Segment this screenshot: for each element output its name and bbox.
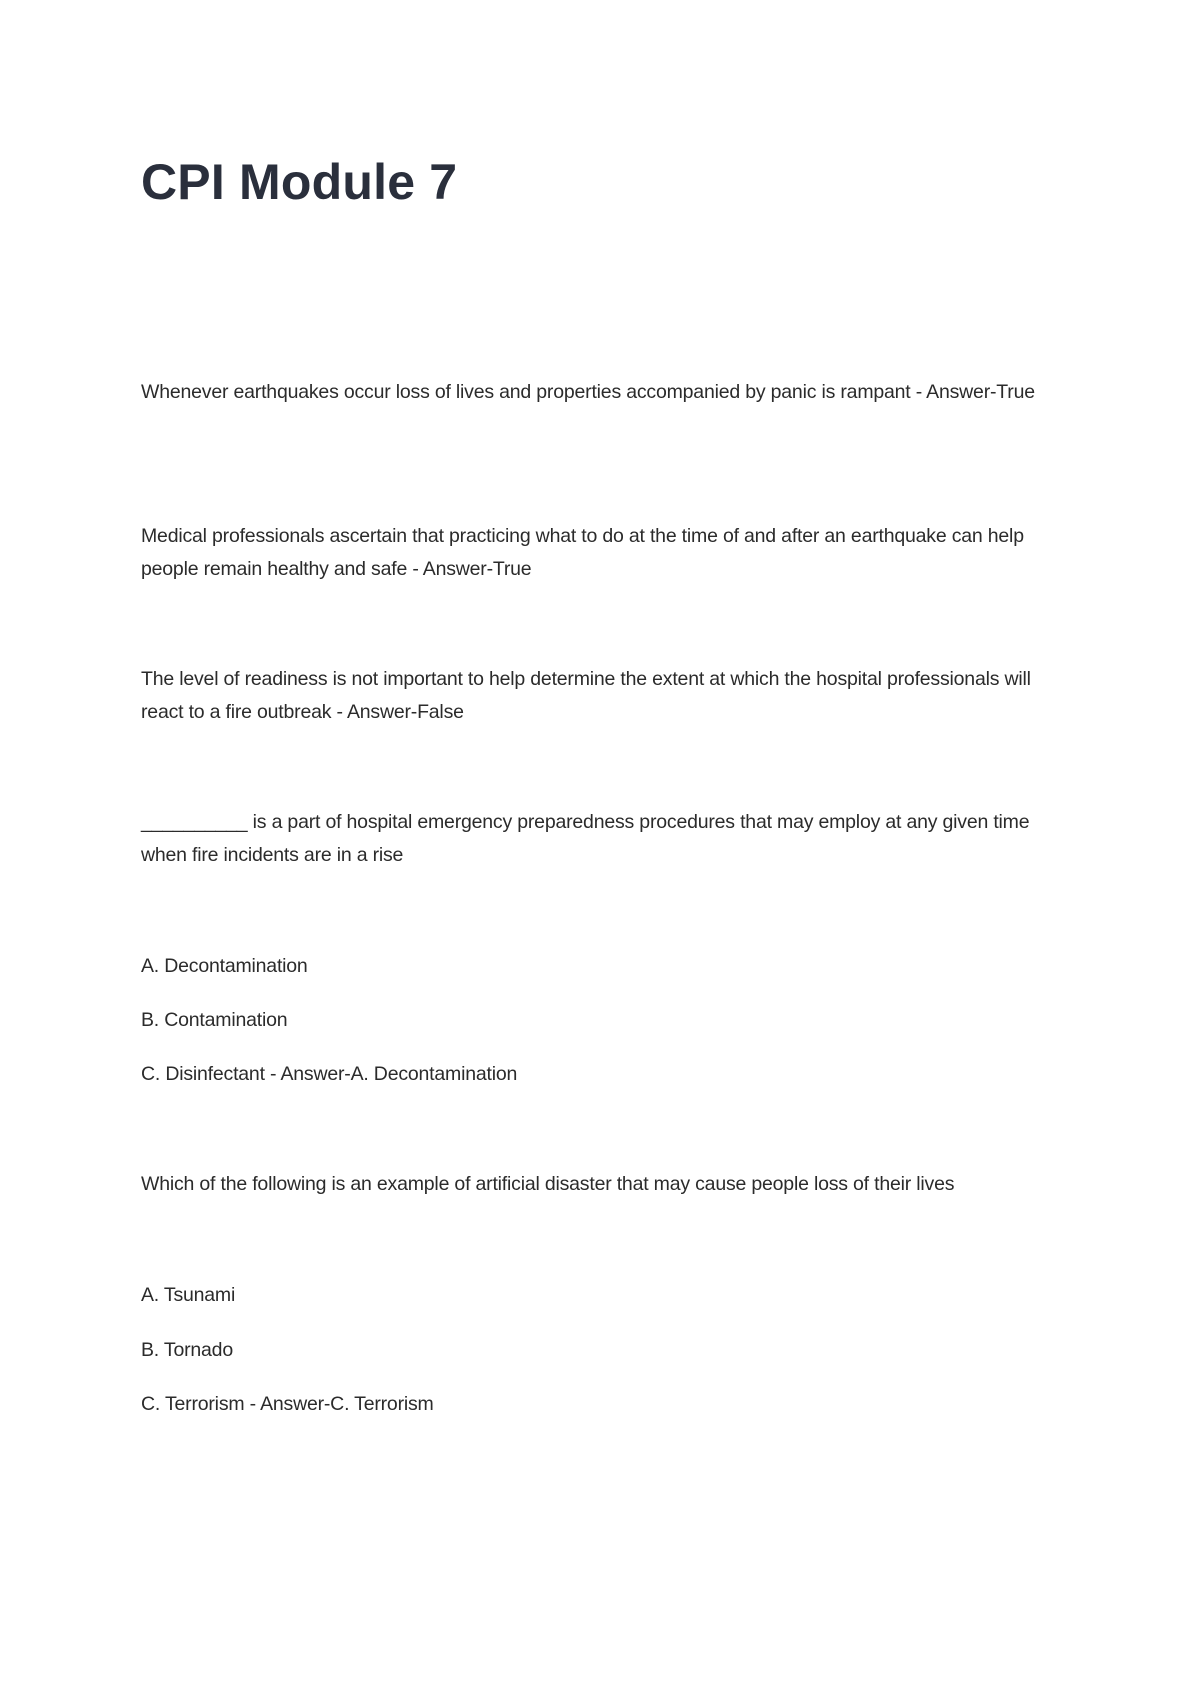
page-title: CPI Module 7: [141, 154, 458, 210]
question-4-option-b: B. Contamination: [141, 1009, 288, 1031]
question-1: Whenever earthquakes occur loss of lives and properties accompanied by panic is rampant - Answer-True: [141, 381, 1035, 403]
question-5-option-b: B. Tornado: [141, 1339, 233, 1361]
question-5-option-a: A. Tsunami: [141, 1284, 236, 1306]
question-4-option-c: C. Disinfectant - Answer-A. Decontamination: [141, 1063, 518, 1085]
question-2: Medical professionals ascertain that practicing what to do at the time of and after an earthquake can help people remain healthy and safe - Answer-True: [141, 525, 1024, 580]
question-4-option-a: A. Decontamination: [141, 955, 308, 977]
question-5: Which of the following is an example of artificial disaster that may cause people loss of their lives: [141, 1173, 955, 1195]
question-4: __________ is a part of hospital emergency preparedness procedures that may employ at any given time when fire incidents are in a rise: [141, 811, 1030, 866]
question-3: The level of readiness is not important to help determine the extent at which the hospital professionals will react to a fire outbreak - Answer-False: [141, 668, 1031, 723]
question-5-option-c: C. Terrorism - Answer-C. Terrorism: [141, 1393, 434, 1415]
